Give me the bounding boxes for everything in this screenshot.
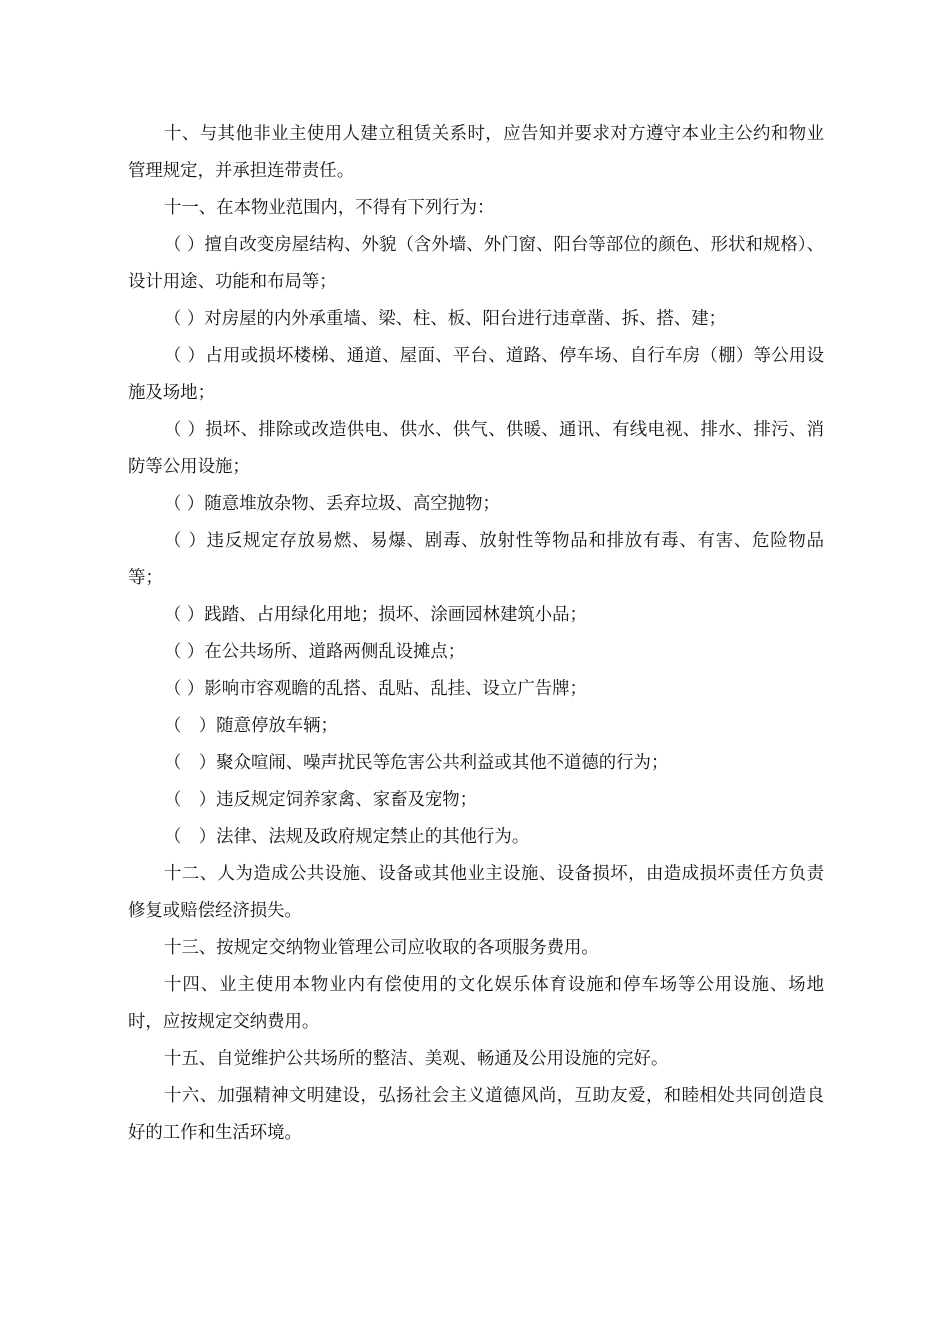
clause-15: 十五、自觉维护公共场所的整洁、美观、畅通及公用设施的完好。 <box>164 1049 669 1069</box>
clause-11-heading: 十一、在本物业范围内，不得有下列行为： <box>164 198 495 218</box>
prohibited-item: （ ）占用或损坏楼梯、通道、屋面、平台、道路、停车场、自行车房（棚）等公用设施及场地； <box>128 346 824 403</box>
clause-14: 十四、业主使用本物业内有偿使用的文化娱乐体育设施和停车场等公用设施、场地时，应按规定交纳费用。 <box>128 975 824 1032</box>
prohibited-item: （ ）在公共场所、道路两侧乱设摊点； <box>164 642 466 662</box>
document-page <box>128 116 824 1152</box>
prohibited-item: （ ）随意堆放杂物、丢弃垃圾、高空抛物； <box>164 494 500 514</box>
clause-12: 十二、人为造成公共设施、设备或其他业主设施、设备损坏，由造成损坏责任方负责修复或赔偿经济损失。 <box>128 864 824 921</box>
clause-10: 十、与其他非业主使用人建立租赁关系时，应告知并要求对方遵守本业主公约和物业管理规定，并承担连带责任。 <box>128 124 824 181</box>
prohibited-item: （ ）法律、法规及政府规定禁止的其他行为。 <box>164 827 530 847</box>
prohibited-item: （ ）随意停放车辆； <box>164 716 338 736</box>
prohibited-item: （ ）违反规定存放易燃、易爆、剧毒、放射性等物品和排放有毒、有害、危险物品等； <box>128 531 824 588</box>
prohibited-item: （ ）擅自改变房屋结构、外貌（含外墙、外门窗、阳台等部位的颜色、形状和规格）、设计用途、功能和布局等； <box>128 235 824 292</box>
prohibited-item: （ ）影响市容观瞻的乱搭、乱贴、乱挂、设立广告牌； <box>164 679 587 699</box>
prohibited-item: （ ）违反规定饲养家禽、家畜及宠物； <box>164 790 478 810</box>
clause-13: 十三、按规定交纳物业管理公司应收取的各项服务费用。 <box>164 938 599 958</box>
prohibited-item: （ ）践踏、占用绿化用地；损坏、涂画园林建筑小品； <box>164 605 587 625</box>
prohibited-item: （ ）聚众喧闹、噪声扰民等危害公共利益或其他不道德的行为； <box>164 753 669 773</box>
clause-16: 十六、加强精神文明建设，弘扬社会主义道德风尚，互助友爱，和睦相处共同创造良好的工作和生活环境。 <box>128 1086 824 1143</box>
prohibited-item: （ ）损坏、排除或改造供电、供水、供气、供暖、通讯、有线电视、排水、排污、消防等公用设施； <box>128 420 824 477</box>
prohibited-item: （ ）对房屋的内外承重墙、梁、柱、板、阳台进行违章凿、拆、搭、建； <box>164 309 727 329</box>
